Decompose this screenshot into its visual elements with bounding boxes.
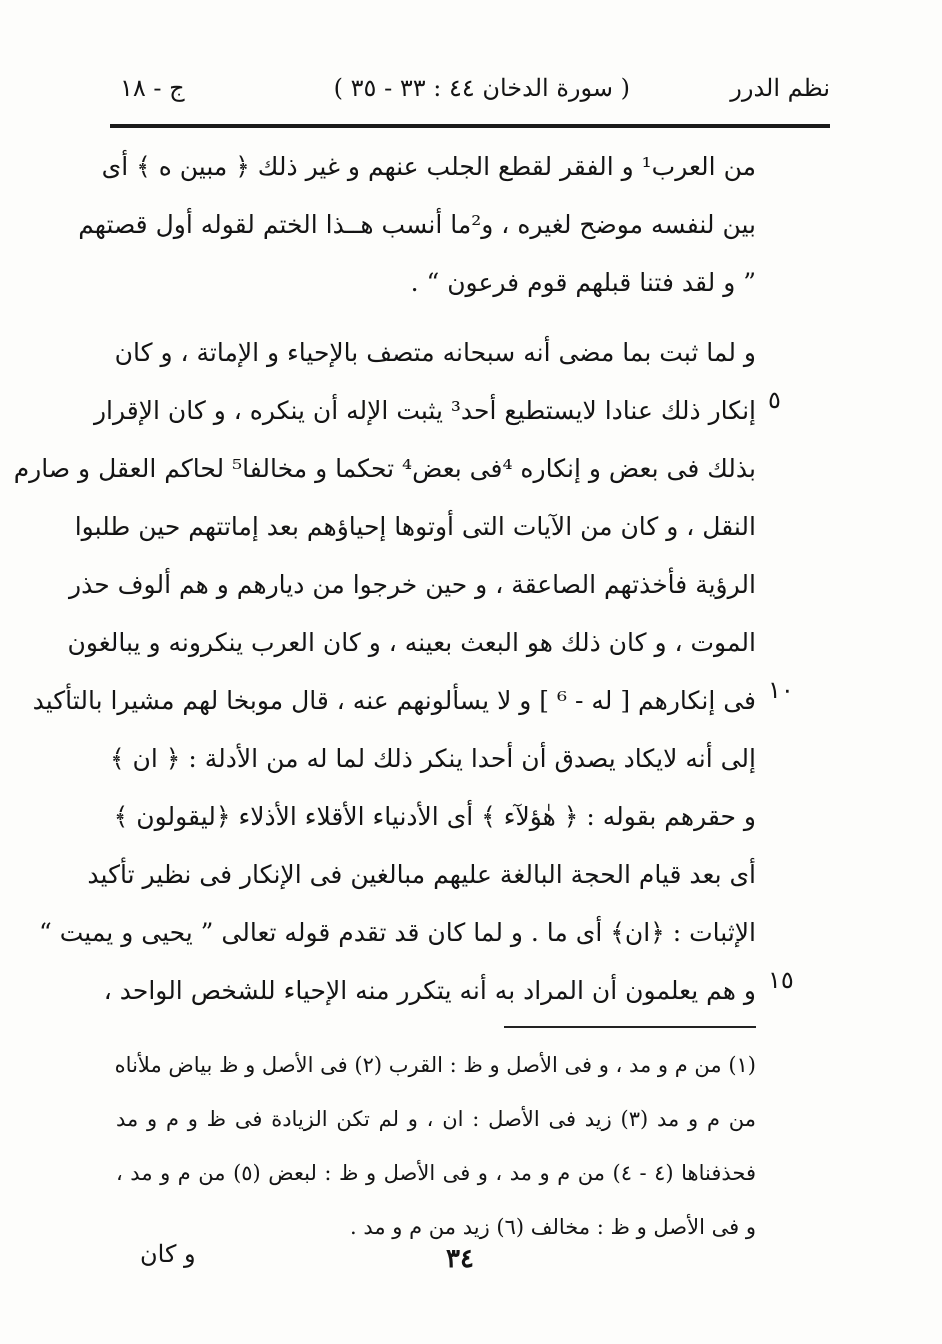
text-line: الرؤية فأخذتهم الصاعقة ، و حين خرجوا من ديارهم و هم ألوف حذر <box>69 570 756 599</box>
line-number-10: ١٠ <box>768 676 794 704</box>
text-line: إنكار ذلك عنادا لايستطيع أحد³ يثبت الإله أن ينكره ، و كان الإقرار <box>93 396 756 425</box>
text-line: و هم يعلمون أن المراد به أنه يتكرر منه الإحياء للشخص الواحد ، <box>103 976 756 1005</box>
footnote-rule <box>504 1026 756 1028</box>
footnote-line: فحذفناها (٤ - ٤) من م و مد ، و فى الأصل و ظ : لبعض (٥) من م و مد ، <box>116 1161 756 1185</box>
text-line: الموت ، و كان ذلك هو البعث بعينه ، و كان العرب ينكرونه و يبالغون <box>67 628 756 657</box>
running-header <box>110 74 830 114</box>
text-line: فى إنكارهم [ له - ⁶ ] و لا يسألونهم عنه ، قال موبخا لهم مشيرا بالتأكيد <box>32 686 756 715</box>
main-text <box>13 138 756 1020</box>
page-number: ٣٤ <box>446 1244 474 1274</box>
footnote-line: من م و مد (٣) زيد فى الأصل : ان ، و لم تكن الزيادة فى ظ و م و مد <box>116 1107 756 1131</box>
line-number-15: ١٥ <box>768 966 794 994</box>
text-line: أى بعد قيام الحجة البالغة عليهم مبالغين فى الإنكار فى نظير تأكيد <box>87 860 756 889</box>
footnote-line: (١) من م و مد ، و فى الأصل و ظ : القرب (٢) فى الأصل و ظ بياض ملأناه <box>114 1053 756 1077</box>
text-line: ” و لقد فتنا قبلهم قوم فرعون “ . <box>410 268 756 297</box>
header-rule <box>110 124 830 128</box>
book-title: نظم الدرر <box>730 74 830 102</box>
footnotes <box>116 1038 756 1254</box>
surah-reference: ( سورة الدخان ٤٤ : ٣٣ - ٣٥ ) <box>333 74 630 102</box>
text-line: بذلك فى بعض و إنكاره ⁴فى بعض⁴ تحكما و مخالفا⁵ لحاكم العقل و صارم <box>13 454 756 483</box>
volume-number: ج - ١٨ <box>120 74 185 102</box>
footnote-line: و فى الأصل و ظ : مخالف (٦) زيد من م و مد . <box>350 1215 756 1239</box>
line-number-5: ٥ <box>768 386 781 414</box>
text-line: إلى أنه لايكاد يصدق أن أحدا ينكر ذلك لما له من الأدلة : ﴿ ان ﴾ <box>109 744 756 773</box>
text-line: و لما ثبت بما مضى أنه سبحانه متصف بالإحياء و الإماتة ، و كان <box>114 338 756 367</box>
text-line: النقل ، و كان من الآيات التى أوتوها إحياؤهم بعد إماتتهم حين طلبوا <box>74 512 756 541</box>
catchword: و كان <box>140 1240 196 1268</box>
text-line: و حقرهم بقوله : ﴿ هٰؤلآء ﴾ أى الأدنياء الأقلاء الأذلاء ﴿ليقولون ﴾ <box>113 802 756 831</box>
text-line: بين لنفسه موضح لغيره ، و²ما أنسب هــذا الختم لقوله أول قصتهم <box>78 210 756 239</box>
text-line: من العرب¹ و الفقر لقطع الجلب عنهم و غير ذلك ﴿ مبين ه ﴾ أى <box>101 152 756 181</box>
text-line: الإثبات : ﴿ان﴾ أى ما . و لما كان قد تقدم قوله تعالى ” يحيى و يميت “ <box>39 918 756 947</box>
